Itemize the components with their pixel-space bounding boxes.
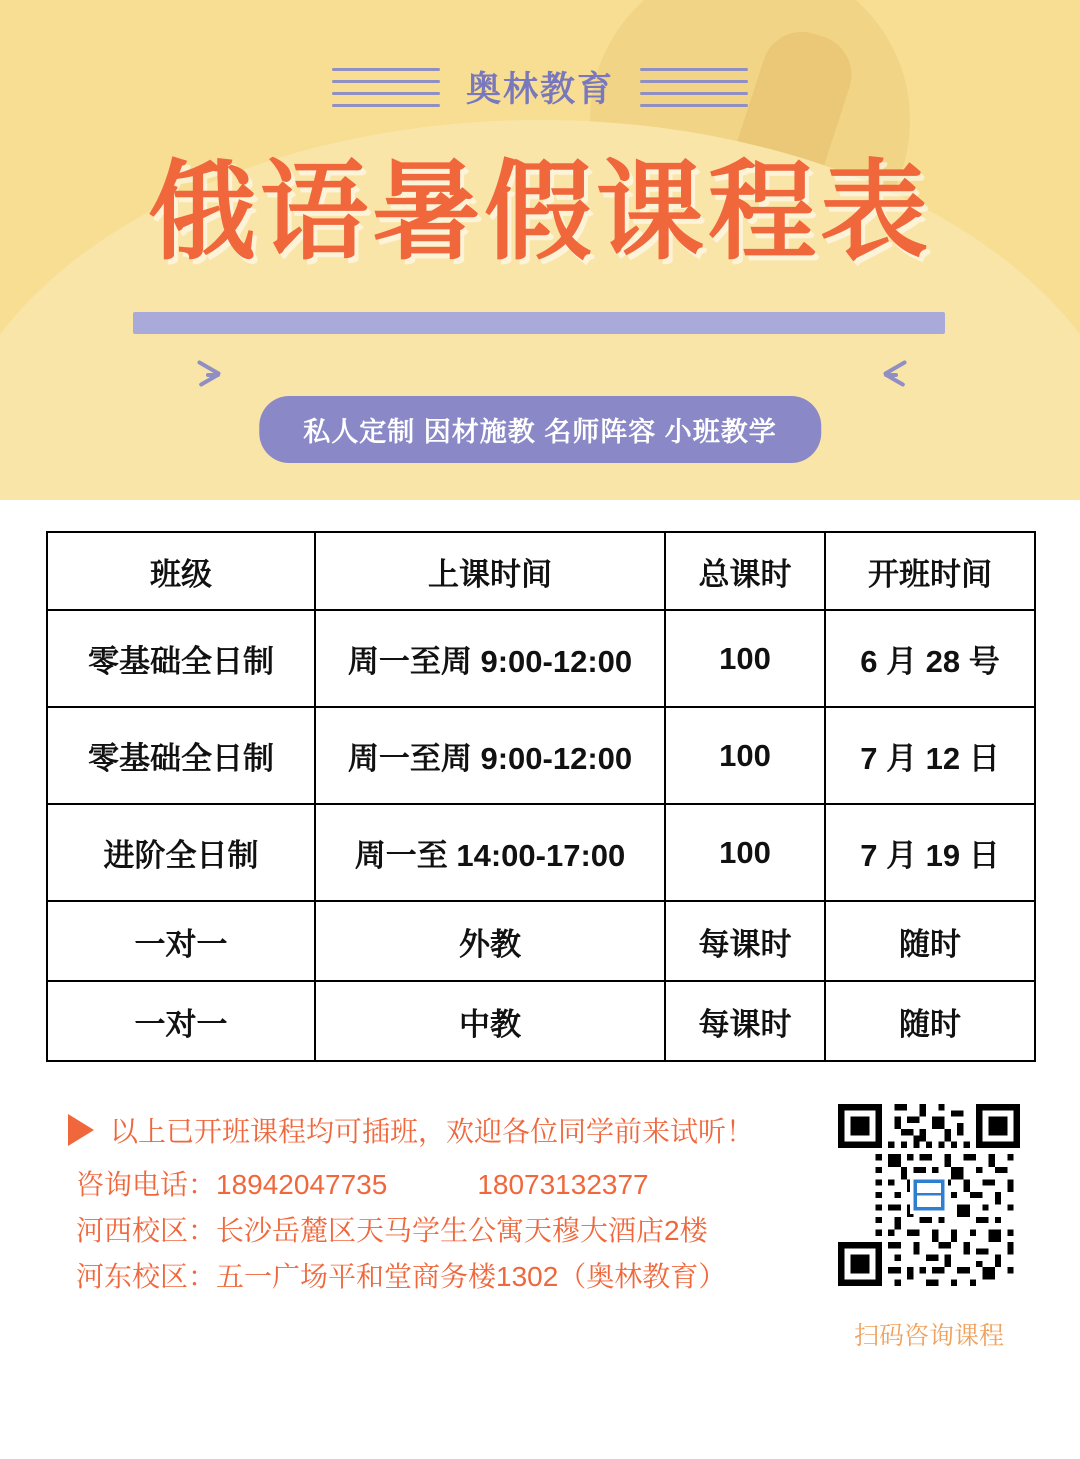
- table-cell: 100: [665, 610, 825, 707]
- table-cell: 随时: [825, 901, 1035, 981]
- phone-row: [76, 1162, 726, 1208]
- table-cell: 一对一: [47, 981, 315, 1061]
- table-cell: 零基础全日制: [47, 707, 315, 804]
- table-cell: 随时: [825, 981, 1035, 1061]
- phone-number-1: 18942047735: [216, 1169, 388, 1200]
- triangle-bullet-icon: [68, 1114, 94, 1146]
- brand-row: [0, 62, 1080, 112]
- page-title: 俄语暑假课程表: [147, 151, 932, 272]
- contact-block: [76, 1162, 726, 1300]
- table-cell: 外教: [315, 901, 665, 981]
- footer: [0, 1090, 1080, 1459]
- table-header-cell: 总课时: [665, 532, 825, 610]
- arrow-right-icon: [868, 360, 908, 396]
- phone-label: 咨询电话：: [76, 1169, 217, 1200]
- table-cell: 6 月 28 号: [825, 610, 1035, 707]
- table-cell: 每课时: [665, 981, 825, 1061]
- note-text: 以上已开班课程均可插班，欢迎各位同学前来试听！: [110, 1116, 755, 1147]
- qr-caption: 扫码咨询课程: [853, 1322, 1004, 1350]
- campus-west-address: 长沙岳麓区天马学生公寓天穆大酒店2楼: [216, 1215, 708, 1246]
- campus-east-row: [76, 1254, 726, 1300]
- campus-east-label: 河东校区：: [76, 1261, 217, 1292]
- arrow-left-icon: [196, 360, 236, 396]
- table-row: [47, 610, 1035, 707]
- title-underline: [133, 312, 945, 334]
- table-row: [47, 981, 1035, 1061]
- subtitle-badge: 私人定制 因材施教 名师阵容 小班教学: [259, 396, 821, 463]
- table-cell: 周一至周 9:00-12:00: [315, 707, 665, 804]
- table-cell: 100: [665, 804, 825, 901]
- qr-block: [838, 1104, 1020, 1352]
- lines-right-icon: [640, 68, 748, 107]
- table-cell: 每课时: [665, 901, 825, 981]
- table-header-cell: 上课时间: [315, 532, 665, 610]
- table-header-cell: 开班时间: [825, 532, 1035, 610]
- table-header-cell: 班级: [47, 532, 315, 610]
- table-header-row: [47, 532, 1035, 610]
- lines-left-icon: [332, 68, 440, 107]
- table-cell: 一对一: [47, 901, 315, 981]
- table-cell: 周一至 14:00-17:00: [315, 804, 665, 901]
- table-cell: 零基础全日制: [47, 610, 315, 707]
- campus-east-address: 五一广场平和堂商务楼1302（奥林教育）: [216, 1261, 727, 1292]
- table-cell: 100: [665, 707, 825, 804]
- table-cell: 7 月 19 日: [825, 804, 1035, 901]
- brand-name: 奥林教育: [465, 70, 614, 109]
- phone-number-2: 18073132377: [477, 1169, 649, 1200]
- note-line: [68, 1110, 754, 1150]
- qr-code[interactable]: [838, 1104, 1020, 1286]
- table-row: [47, 707, 1035, 804]
- table-cell: 中教: [315, 981, 665, 1061]
- table-row: [47, 901, 1035, 981]
- campus-west-row: [76, 1208, 726, 1254]
- campus-west-label: 河西校区：: [76, 1215, 217, 1246]
- schedule-table: [46, 531, 1036, 1062]
- table-cell: 周一至周 9:00-12:00: [315, 610, 665, 707]
- table-cell: 进阶全日制: [47, 804, 315, 901]
- table-row: [47, 804, 1035, 901]
- table-cell: 7 月 12 日: [825, 707, 1035, 804]
